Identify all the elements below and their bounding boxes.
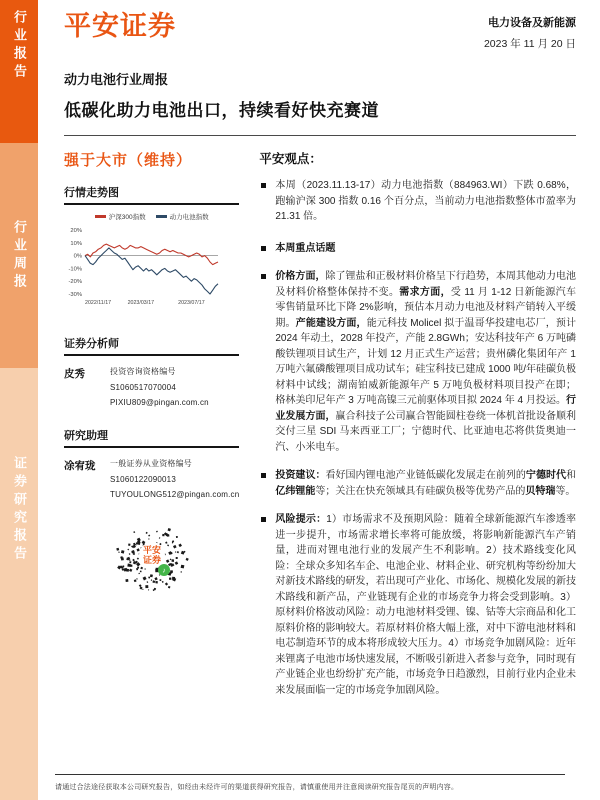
price-trend-chart [64, 212, 239, 321]
svg-text:平安: 平安 [142, 545, 161, 555]
bullet-square-icon [261, 246, 266, 251]
analyst-cert-label: 投资咨询资格编号 [110, 367, 176, 376]
legend-dash-icon [156, 215, 167, 218]
sidebar-tag-label: 行业报告 [12, 10, 27, 82]
svg-text:2023/07/17: 2023/07/17 [178, 300, 205, 306]
report-series-title: 动力电池行业周报 [64, 72, 169, 87]
bullet-item [259, 468, 576, 499]
two-column-layout [64, 149, 576, 711]
report-date: 2023 年 11 月 20 日 [483, 38, 576, 50]
bullet-paragraph: 风险提示：1）市场需求不及预期风险：随着全球新能源汽车渗透率进一步提升，市场需求增长率将可能放缓，将影响新能源汽车产销量，进而对锂电池行业的发展产生不利影响。2）技术路线变化风险：全球众多知名车企、电池企业、材料企业、研究机构等纷纷加大对新技术路线的研发，若出现可产业化、市场化、规模化发展的新技术路线和新产品，产业链现有企业的市场竞争力将会受到影响。3）原材料价格波动风险：动力电池材料受锂、镍、钴等大宗商品和化工原料价格的影响较大。若原材料价格大幅上涨，对中下游电池材料和电芯制造环节的成本将形成较大压力。4）市场竞争加剧风险：近年来锂离子电池市场快速发展，不断吸引新进入者参与竞争，同时现有产业链企业也纷纷扩充产能，市场竞争日趋激烈，目前行业内企业未来发展面临一定的市场竞争加剧风险。 [275, 514, 577, 696]
analyst-block [64, 366, 239, 413]
assistant-block [64, 458, 239, 505]
svg-text:0%: 0% [73, 253, 82, 260]
qr-code [115, 521, 189, 595]
qr-code-graphic [115, 521, 189, 595]
svg-text:-30%: -30% [68, 292, 82, 298]
bullet-paragraph: 本周重点话题 [275, 242, 336, 254]
svg-text:♪: ♪ [161, 567, 166, 575]
sidebar-tag-research-report [0, 368, 38, 800]
bullet-paragraph: 本周（2023.11.13-17）动力电池指数（884963.WI）下跌 0.68%，跑输沪深 300 指数 0.16 个百分点，当前动力电池指数整体市盈率为 21.31 倍。 [275, 180, 576, 222]
report-content [38, 0, 600, 711]
sidebar-tag-label: 证券研究报告 [12, 456, 27, 564]
bullet-item [259, 178, 576, 225]
footer-divider [55, 774, 565, 775]
views-bullet-list [259, 178, 576, 698]
bullet-item [259, 512, 576, 698]
svg-text:-10%: -10% [68, 266, 82, 273]
pingan-securities-logo: 平安证券 [64, 11, 176, 41]
analyst-name: 皮秀 [64, 368, 85, 380]
bullet-square-icon [261, 183, 266, 188]
legend-label: 沪深300指数 [108, 214, 146, 221]
bullet-square-icon [261, 473, 266, 478]
assistant-email: TUYOULONG512@pingan.com.cn [110, 490, 240, 499]
page-title: 低碳化助力电池出口，持续看好快充赛道 [64, 101, 379, 120]
svg-text:2023/03/17: 2023/03/17 [127, 300, 155, 306]
assistant-cert-label: 一般证券从业资格编号 [110, 459, 192, 468]
assistant-section-header: 研究助理 [64, 427, 239, 448]
right-column [259, 149, 576, 711]
chart-canvas [64, 225, 222, 321]
footer-disclaimer: 请通过合法途径获取本公司研究报告，如经由未经许可的渠道获得研究报告，请慎重使用并注意阅读研究报告尾页的声明内容。 [55, 784, 459, 791]
title-divider [64, 135, 576, 136]
side-ribbon [0, 0, 38, 800]
analyst-section-header: 证券分析师 [64, 335, 239, 356]
assistant-name: 凃宥珑 [64, 460, 96, 472]
chart-section-header: 行情走势图 [64, 184, 239, 205]
bullet-paragraph: 投资建议：看好国内锂电池产业链低碳化发展走在前列的宁德时代和亿纬锂能等；关注在快充领域具有硅碳负极等优势产品的贝特瑞等。 [275, 470, 577, 497]
svg-text:2022/11/17: 2022/11/17 [85, 300, 112, 306]
report-header [64, 12, 576, 51]
header-meta [484, 12, 576, 51]
bullet-square-icon [261, 274, 266, 279]
left-column [64, 149, 239, 711]
rating-badge: 强于大市（维持） [64, 152, 193, 169]
industry-label: 电力设备及新能源 [488, 17, 576, 29]
bullet-paragraph: 价格方面，除了锂盐和正极材料价格呈下行趋势，本周其他动力电池及材料价格整体保持不变。需求方面，受 11 月 1-12 日新能源汽车零售销量环比下降 2%影响，预估本月动力电池及材料产销转入平缓期。产能建设方面，能元科技 Molicel 拟于温哥华投建电芯厂，预计 2024 年动土，2028 年投产，产能 2.8GWh；安达科技年产 6 万吨磷酸铁锂项目试生产，计划 12 月正式生产运营；贵州磷化集团年产 1 万吨六氟磷酸锂项目成功试车；硅宝科技已建成 1000 吨/年硅碳负极材料中试线；湖南铂威新能源年产 5 万吨负极材料项目投产在即；格林美印尼年产 3 万吨高镍三元前驱体项目拟 2024 年 4 月投运。行业发展方面，赢合科技子公司赢合智能圆柱卷绕一体机首批设备顺利交付三星 SDI 马来西亚工厂；宁德时代、比亚迪电芯将供货奥迪一汽、小米电车。 [275, 271, 577, 453]
svg-text:20%: 20% [70, 228, 82, 234]
sidebar-tag-label: 行业周报 [12, 219, 27, 292]
svg-text:10%: 10% [70, 240, 82, 247]
bullet-item [259, 269, 576, 455]
analyst-details [110, 366, 209, 413]
views-section-title: 平安观点： [259, 152, 322, 166]
legend-dash-icon [95, 215, 106, 218]
bullet-item [259, 241, 576, 257]
sidebar-tag-industry-report [0, 0, 38, 143]
assistant-details [110, 458, 239, 505]
legend-item [156, 212, 209, 221]
chart-legend [64, 212, 239, 221]
sidebar-tag-weekly-report [0, 143, 38, 368]
svg-text:-20%: -20% [68, 279, 82, 286]
legend-item [95, 212, 146, 221]
assistant-cert-number: S1060122090013 [110, 475, 176, 484]
legend-label: 动力电池指数 [169, 214, 209, 221]
page-footer [55, 774, 565, 792]
analyst-cert-number: S1060517070004 [110, 383, 176, 392]
svg-text:证券: 证券 [142, 555, 161, 565]
analyst-email: PIXIU809@pingan.com.cn [110, 398, 209, 407]
bullet-square-icon [261, 517, 266, 522]
